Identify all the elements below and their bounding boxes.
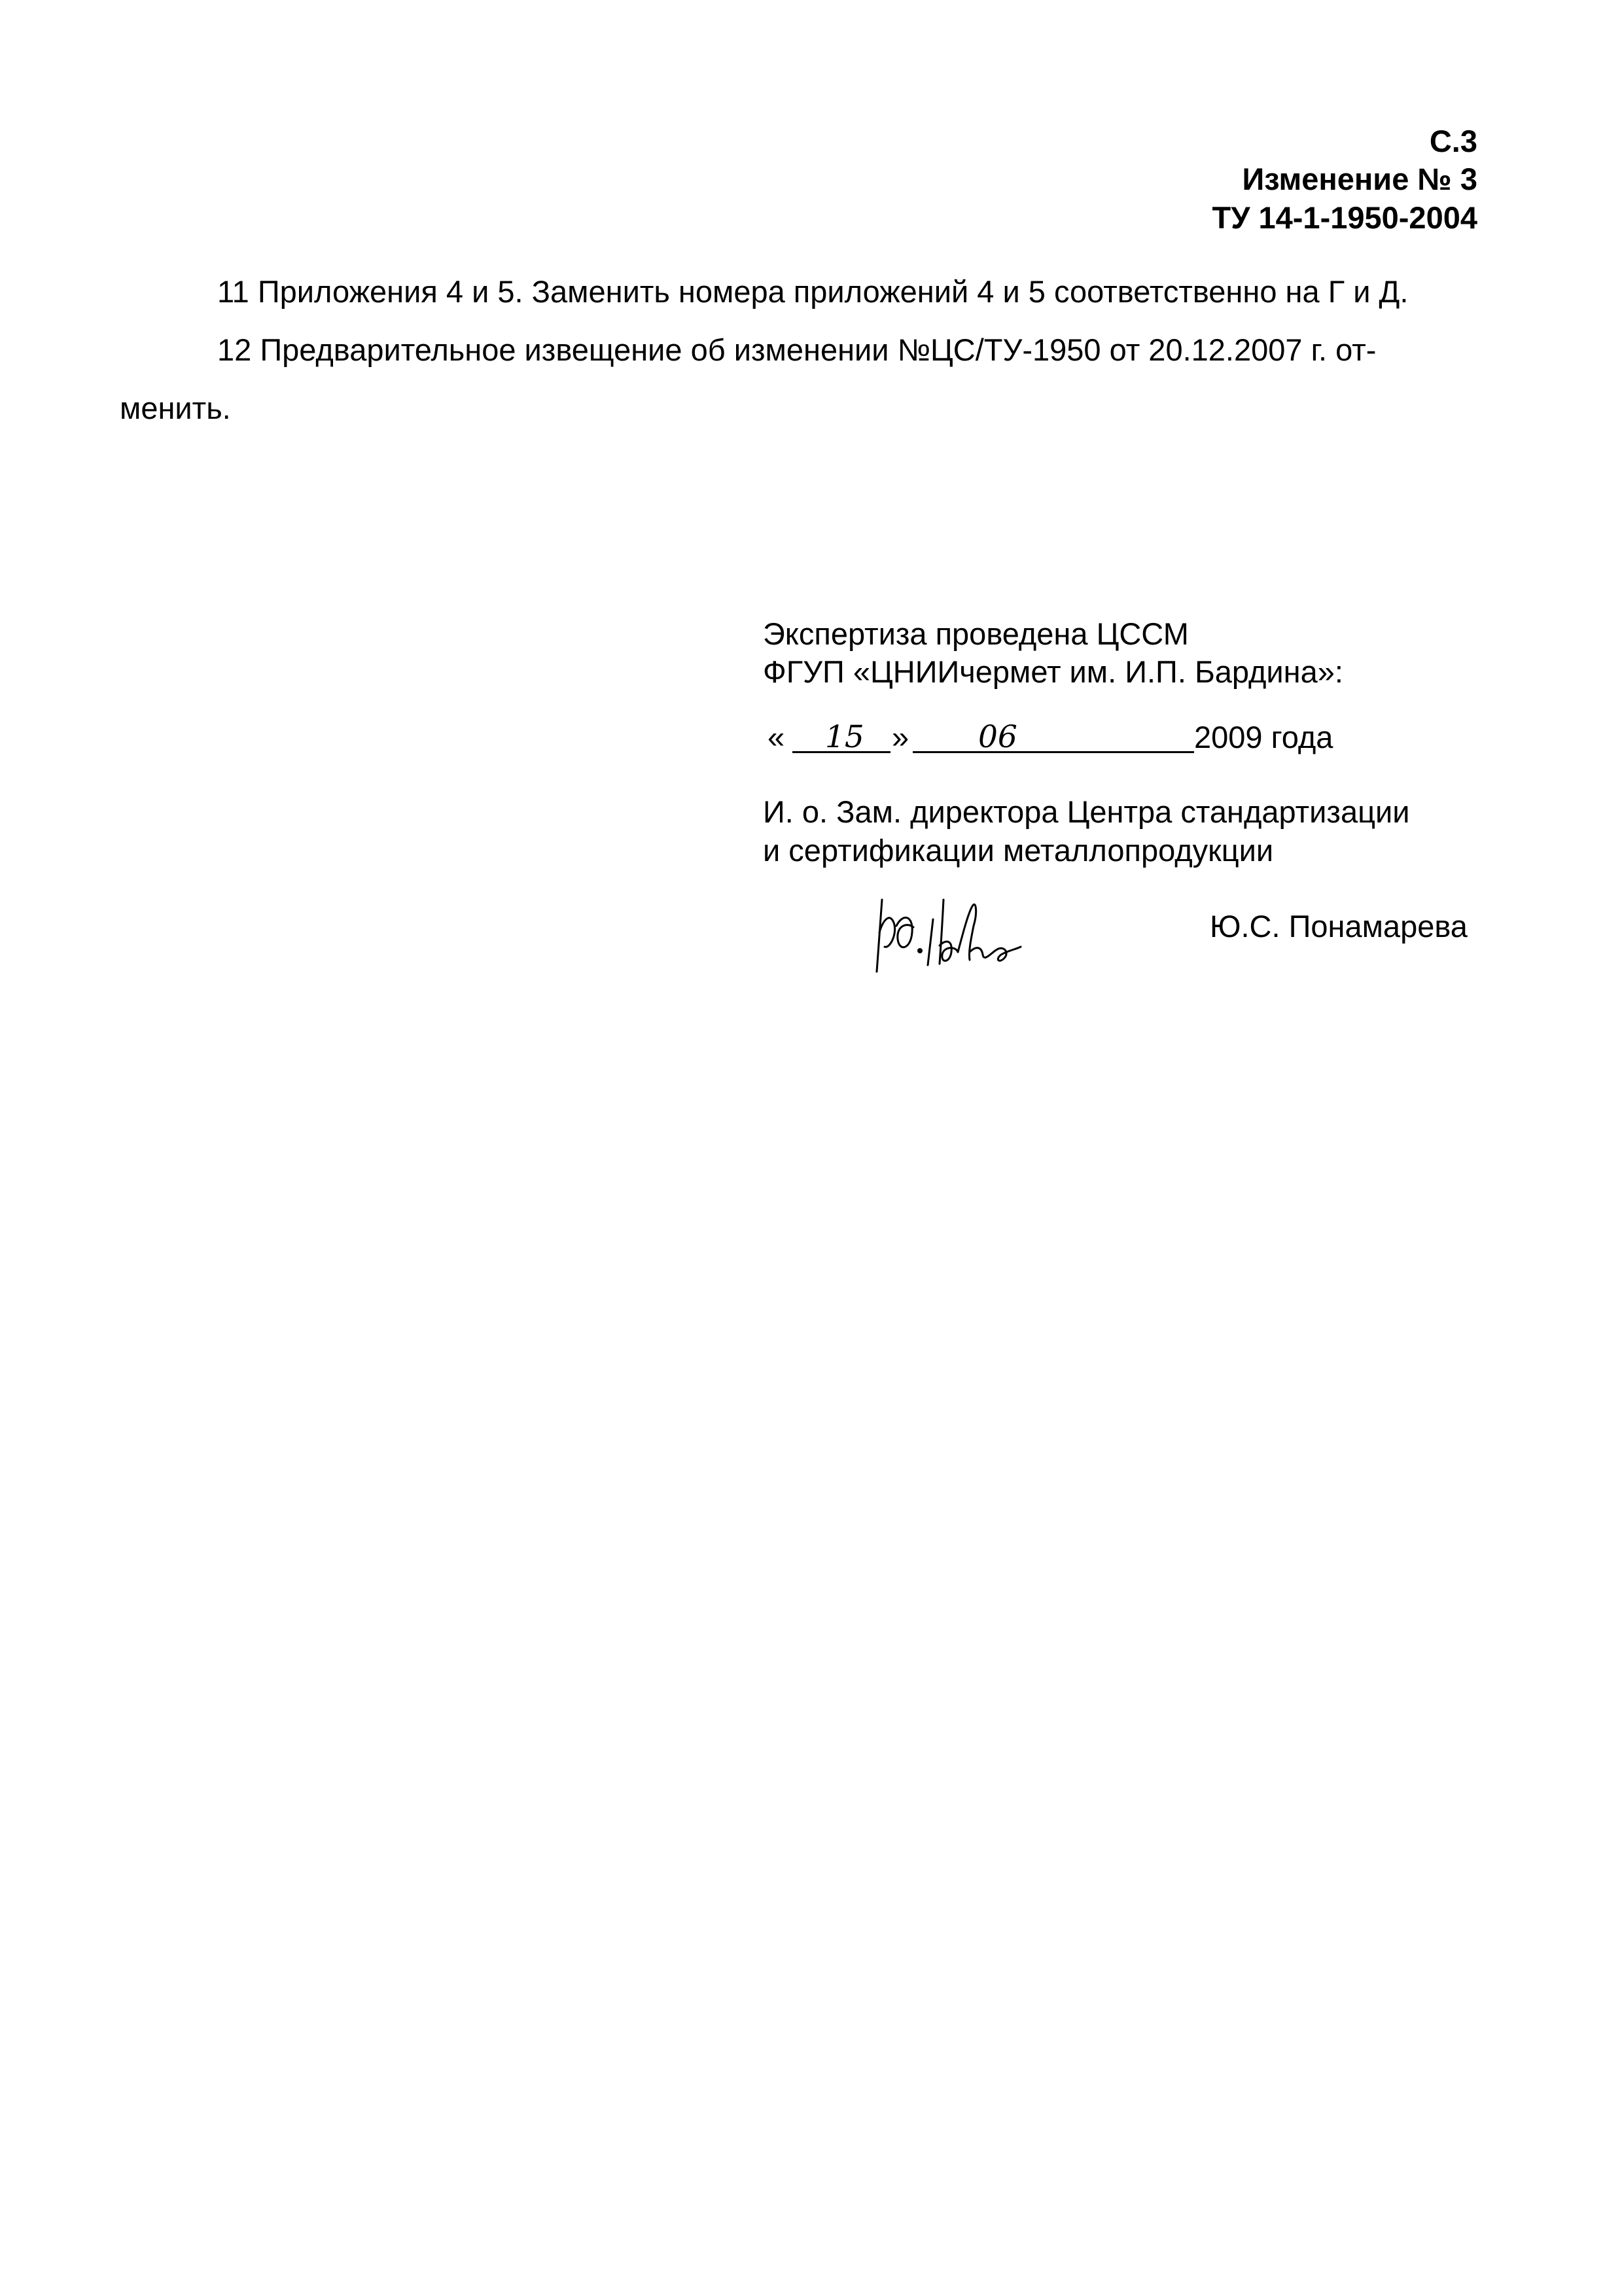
signer-name: Ю.С. Понамарева bbox=[1210, 909, 1468, 944]
position-line1: И. о. Зам. директора Центра стандартизации bbox=[763, 794, 1410, 829]
date-close-quote: » bbox=[892, 720, 909, 754]
date-day: 15 bbox=[825, 719, 864, 755]
item-12-line2: менить. bbox=[120, 391, 231, 425]
date-year: 2009 года bbox=[1194, 720, 1333, 754]
position-line2: и сертификации металлопродукции bbox=[763, 833, 1274, 868]
month-underline bbox=[913, 751, 1194, 753]
date-open-quote: « bbox=[767, 720, 785, 754]
spec-code: ТУ 14-1-1950-2004 bbox=[1212, 200, 1477, 235]
expertise-line1: Экспертиза проведена ЦССМ bbox=[763, 616, 1189, 651]
expertise-line2: ФГУП «ЦНИИчермет им. И.П. Бардина»: bbox=[763, 654, 1343, 689]
expertise-date bbox=[767, 719, 1356, 761]
date-month: 06 bbox=[978, 719, 1017, 755]
change-number: Изменение № 3 bbox=[1242, 162, 1477, 196]
page-number: С.3 bbox=[1429, 124, 1477, 158]
item-12-line1: 12 Предварительное извещение об изменении №ЦС/ТУ-1950 от 20.12.2007 г. от- bbox=[217, 332, 1377, 367]
item-11: 11 Приложения 4 и 5. Заменить номера приложений 4 и 5 соответственно на Г и Д. bbox=[217, 274, 1409, 309]
signature-icon bbox=[870, 887, 1067, 978]
